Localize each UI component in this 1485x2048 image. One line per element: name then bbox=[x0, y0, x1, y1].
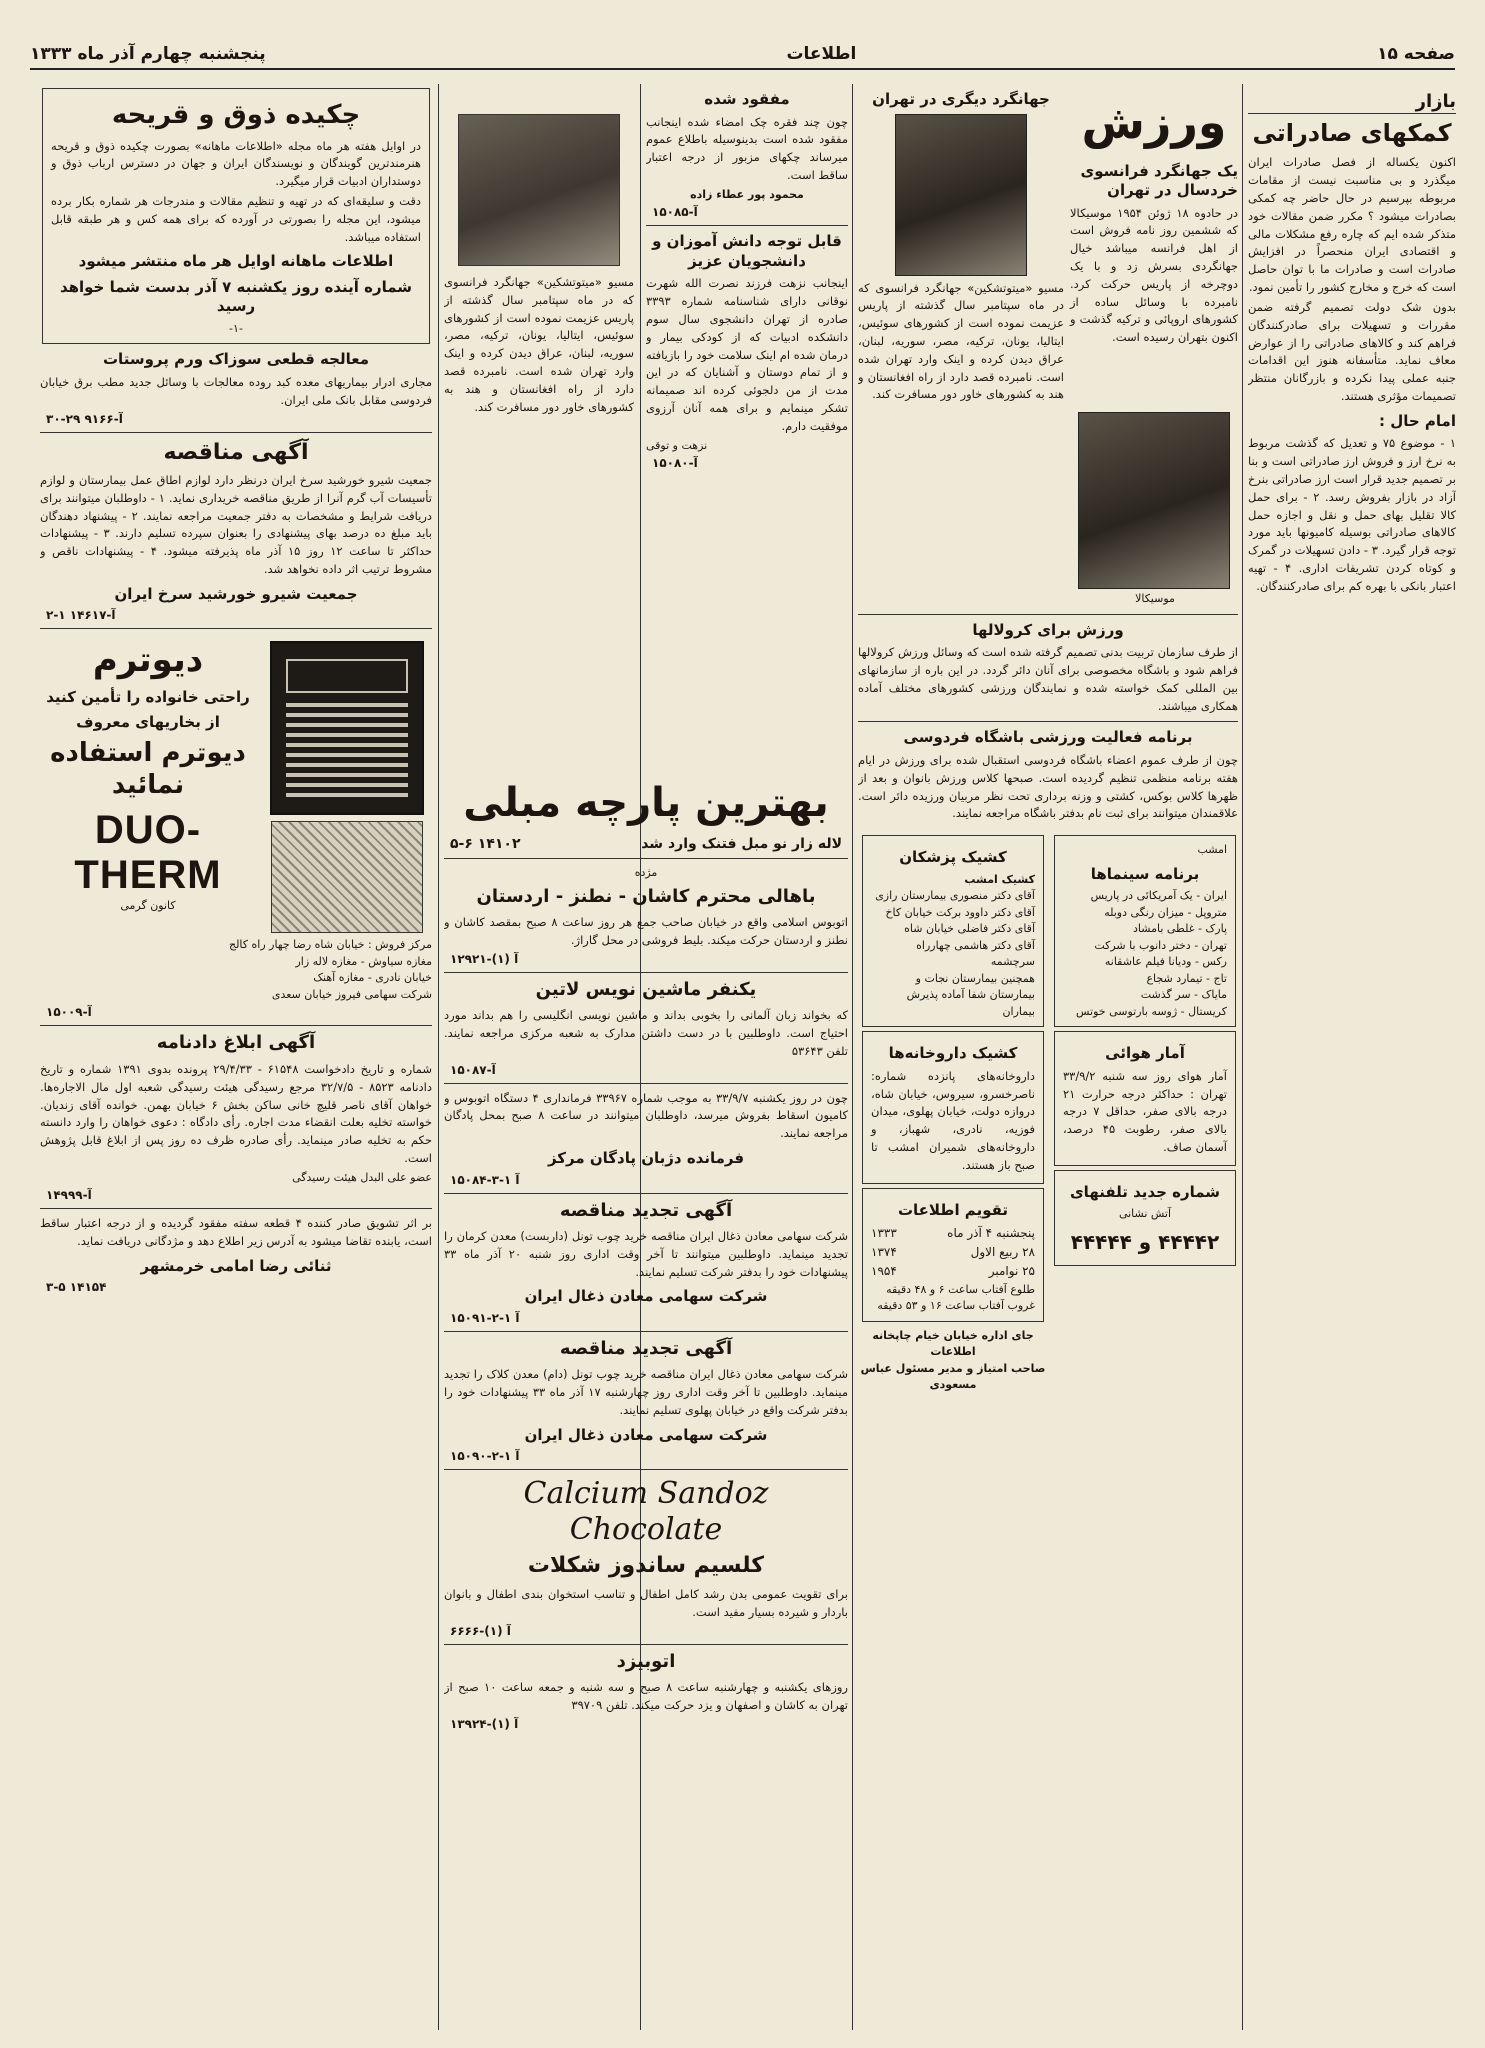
ad-ref: ۱۳۹۲۴-آ (۱) bbox=[450, 1716, 519, 1731]
pharmacy-body: داروخانه‌های پانزده شماره: ناصرخسرو، سیروس، خیابان شاه، دروازه دولت، خیابان پهلوی، میدان فوزیه، نادری، شهباز، و داروخانه‌های شمیران امشب تا صبح باز هستند. bbox=[871, 1068, 1035, 1172]
doctor-item: همچنین بیمارستان نجات و بیمارستان شفا آماده پذیرش بیماران bbox=[906, 971, 1035, 1018]
ad-ref: ۶۶۶۶-آ (۱) bbox=[450, 1623, 511, 1638]
sunrise: طلوع آفتاب ساعت ۶ و ۴۸ دقیقه bbox=[886, 1282, 1035, 1296]
loss-name: ثنائی رضا امامی خرمشهر bbox=[140, 1256, 332, 1275]
divider bbox=[444, 1083, 848, 1084]
ad-title: مفقود شده bbox=[704, 90, 790, 108]
weather-body: آمار هوای روز سه شنبه ۳۳/۹/۲ تهران : حداکثر درجه حرارت ۲۱ درجه بالای صفر، حداقل ۷ درجه بالای صفر، رطوبت ۴۵ درصد، آسمان صاف. bbox=[1063, 1068, 1228, 1154]
office-address: جای اداره خیابان خیام چاپخانه اطلاعات bbox=[872, 1328, 1034, 1359]
zoq-title: چکیده ذوق و قریحه bbox=[111, 100, 361, 130]
calcium-latin: Calcium Sandoz bbox=[523, 1476, 769, 1512]
mozhdeh-label: مژده bbox=[634, 866, 658, 879]
divider bbox=[646, 225, 848, 226]
ad-sign: نزهت و توقی bbox=[646, 438, 708, 452]
owner: صاحب امتیاز و مدیر مسئول عباس مسعودی bbox=[860, 1361, 1046, 1392]
mozhdeh-body: اتوبوس اسلامی واقع در خیابان صاحب جمع هر روز ساعت ۸ صبح بمقصد کاشان و نطنز و اردستان حرکت میکند. بلیط فروشی در محل گاراژ. bbox=[444, 915, 848, 947]
calcium-body: برای تقویت عمومی بدن رشد کامل اطفال و تناسب استخوان بندی اطفال و بانوان باردار و شیرده بسیار مفید است. bbox=[444, 1586, 848, 1619]
duotherm-address: مرکز فروش : خیابان شاه رضا چهار راه کالج bbox=[228, 938, 432, 952]
cinema-item: متروپل - میزان رنگی دوبله bbox=[1104, 905, 1227, 919]
ad-ref: ۳۰-۲۹ ۹۱۶۶-آ bbox=[46, 411, 123, 426]
coal2-title: آگهی تجدید مناقصه bbox=[559, 1337, 733, 1359]
calendar-row: ۲۵ نوامبر ۱۹۵۴ bbox=[871, 1264, 1035, 1279]
calendar-title: تقویم اطلاعات bbox=[897, 1200, 1009, 1219]
heater-illustration bbox=[270, 641, 424, 815]
cinema-item: مایاک - سر گذشت bbox=[1140, 988, 1227, 1002]
ad-title: قابل توجه دانش آموزان و دانشجویان عزیز bbox=[652, 232, 842, 270]
ad-ref: ۲-۱ ۱۴۶۱۷-آ bbox=[46, 608, 116, 623]
bus-body: روزهای یکشنبه و چهارشنبه ساعت ۸ صبح و سه شنبه و جمعه ساعت ۱۰ صبح از تهران به کاشان و اصفهان و یزد حرکت میکند. تلفن ۳۹۷۰۹ bbox=[444, 1680, 848, 1712]
article-body: چون از طرف عموم اعضاء باشگاه فردوسی استقبال شده برای ورزش در ایام هفته برنامه منظمی تنظیم گردیده است. صبحها کلاس ورزش بانوان و بعد از ظهرها کلاس بوکس، کشتی و وزنه برداری تحت نظر مربیان ورزیده دائر است. علاقمندان میتوانند برای ثبت نام بدفتر باشگاه مراجعه نمایند. bbox=[858, 752, 1238, 821]
article-body: در حادوه ۱۸ ژوئن ۱۹۵۴ موسیکالا که ششمین روز نامه فروش است از اهل فرانسه میباشد خیال جهانگردی بسرش زد و با یک دوچرخه از پاریس حرکت کرد. نامبرده با وسائل ساده از کشورهای اروپائی و ترکیه گذشت و اکنون بتهران رسیده است. bbox=[1070, 205, 1238, 345]
coal1-sign: شرکت سهامی معادن ذغال ایران bbox=[524, 1287, 768, 1306]
cinema-title: برنامه سینماها bbox=[1090, 864, 1200, 883]
silk-ad-footer: لاله زار نو مبل فتنک وارد شد ۱۴۱۰۲ ۵-۶ bbox=[450, 836, 842, 852]
divider bbox=[444, 858, 848, 859]
mozhdeh-title: باهالی محترم کاشان - نطنز - اردستان bbox=[476, 885, 816, 907]
qazvin-body: چون در روز یکشنبه ۳۳/۹/۷ به موجب شماره ۳۳۹۶۷ فرمانداری ۴ دستگاه اتوبوس و کامیون اسقاط بفروش میرسد، داوطلبان میتوانند در ساعت ۸ صبح بمحل پادگان مراجعه نمایند. bbox=[444, 1090, 848, 1141]
divider bbox=[444, 1331, 848, 1332]
article-body: از طرف سازمان تربیت بدنی تصمیم گرفته شده است که وسائل ورزش کرولالها فراهم شود و باشگاه مخصوصی برای آنان دائر گردد. در این باره از سازمانهای بین المللی کمک خواسته شده و نمایندگان ورزشی کشورهای مختلف آماده همکاری میباشند. bbox=[858, 645, 1238, 713]
bazaar-column bbox=[1248, 84, 1456, 2030]
family-illustration bbox=[271, 821, 423, 933]
duotherm-line: راحتی خانواده را تأمین کنید bbox=[46, 687, 250, 706]
portrait-photo bbox=[458, 114, 620, 266]
firephones-numbers: ۴۴۴۴۲ و ۴۴۴۴۴ bbox=[1070, 1229, 1220, 1254]
bus-title: اتوبیزد bbox=[616, 1650, 676, 1672]
cinema-item: تاج - تیمارد شجاع bbox=[1146, 971, 1227, 985]
ad-body: چون چند فقره چک امضاء شده اینجانب مفقود شده است بدینوسیله باطلاع عموم میرساند چکهای مزبور از درجه اعتبار ساقط است. bbox=[646, 114, 848, 182]
divider bbox=[444, 1193, 848, 1194]
column-rule bbox=[1242, 84, 1243, 2030]
calcium-title: کلسیم ساندوز شکلات bbox=[527, 1553, 765, 1579]
zoq-body: دقت و سلیقه‌ای که در تهیه و تنظیم مقالات و مندرجات هر شماره بکار برده میشود، این مجله را بصورتی در آورده که برای همه کس و هر طبقه قابل استفاده میباشد. bbox=[51, 193, 421, 244]
duotherm-address: مغازه سیاوش - مغازه لاله زار bbox=[295, 954, 432, 968]
portrait-photo bbox=[1078, 412, 1230, 589]
cinema-item: پارک - غلطی بامشاد bbox=[1133, 922, 1227, 936]
coal2-sign: شرکت سهامی معادن ذغال ایران bbox=[524, 1425, 768, 1444]
photo-title: جهانگرد دیگری در تهران bbox=[872, 90, 1050, 108]
photo-caption: موسیکالا bbox=[1135, 592, 1175, 606]
notice-sign: عضو علی البدل هیئت رسیدگی bbox=[292, 1170, 432, 1184]
loss-body: بر اثر تشویق صادر کننده ۴ قطعه سفته مفقود گردیده و از درجه اعتبار ساقط است، یابنده تقاضا میشود به آدرس زیر اطلاع دهد و مژدگانی دریافت نماید. bbox=[40, 1216, 432, 1249]
divider bbox=[444, 1644, 848, 1645]
coal2-body: شرکت سهامی معادن ذغال ایران مناقصه خرید چوب تونل (دام) معدن کلاک را تجدید مینماید. داوطلبین تا آخر وقت اداری روز چهارشنبه ۱۷ آذر ماه ۳۳ پیشنهادات خود را بدفتر شرکت واقع در خیابان پهلوی تسلیم نمایند. bbox=[444, 1367, 848, 1418]
duotherm-line: از بخاریهای معروف bbox=[76, 713, 220, 732]
notice-title: آگهی ابلاغ دادنامه bbox=[156, 1032, 316, 1054]
duotherm-address: شرکت سهامی فیروز خیابان سعدی bbox=[271, 987, 432, 1001]
cinema-item: تهران - دختر دانوب با شرکت bbox=[1094, 938, 1227, 952]
weather-title: آمار هوائی bbox=[1105, 1044, 1185, 1063]
ad-ref: ۱۵۰۸۷-آ bbox=[450, 1062, 496, 1077]
divider bbox=[858, 614, 1238, 615]
zoq-bold: شماره آینده روز یکشنبه ۷ آذر بدست شما خواهد رسید bbox=[59, 277, 413, 316]
divider bbox=[444, 972, 848, 973]
divider bbox=[40, 1208, 432, 1209]
doctor-item: آقای دکتر هاشمی چهارراه سرچشمه bbox=[916, 938, 1035, 969]
divider bbox=[40, 432, 432, 433]
divider bbox=[40, 1025, 432, 1026]
sport-logo: ورزش bbox=[1081, 95, 1227, 149]
article-body: مسیو «میتوتشکین» جهانگرد فرانسوی که در ماه سپتامبر سال گذشته از پاریس عزیمت نموده است از کشورهای سوئیس، ایتالیا، یونان، ترکیه، مصر، سوریه، لبنان، عراق دیدن کرده و اینک وارد تهران شده است. نامبرده قصد دارد از راه افغانستان و هند به کشورهای خاور دور مسافرت کند. bbox=[858, 280, 1064, 402]
page-header bbox=[30, 40, 1455, 70]
left-column bbox=[40, 84, 432, 2030]
firephones-title: شماره جدید تلفنهای bbox=[1069, 1182, 1221, 1201]
notice-body: شماره و تاریخ دادخواست ۶۱۵۴۸ - ۲۹/۴/۳۳ پرونده بدوی ۱۳۹۱ شماره و تاریخ دادنامه ۸۵۲۳ - ۳۲/۷/۵ مرجع رسیدگی هیئت رسیدگی شعبه اول مال الاجاره‌ها. خواهان آقای ناصر قلیچ خانی ساکن بخش ۶ خیابان بهمن. خوانده آقای زندیان. خواسته تخلیه بعلت انقضاء مدت اجاره. رأی دادگاه : دعوی خواهان را وارد دانسته حکم به تخلیه صادر مینماید. رأی صادره ظرف ده روز پس از ابلاغ قابل پژوهش است. bbox=[40, 1061, 432, 1165]
article-body: اکنون یکساله از فصل صادرات ایران میگذرد و بی مناسبت نیست از مقامات مربوطه بپرسیم در حال حاضر چه کمکی بصادرات میشود ؟ مکرر ضمن مقالات خود متذکر شده ایم که چاره رفع مشکلات مالی و اقتصادی ایران منحصراً در افزایش صادرات است و صادرات ما با توان حاصل است که خرج و مخارج کشور را تأمین نمود. bbox=[1248, 155, 1456, 295]
doctor-item: آقای دکتر داوود برکت خیابان کاخ bbox=[885, 905, 1035, 919]
pharmacy-title: کشیک داروخانه‌ها bbox=[888, 1044, 1018, 1063]
article-title: ورزش برای کرولالها bbox=[972, 620, 1124, 639]
sport-column bbox=[858, 84, 1238, 2030]
article-title: برنامه فعالیت ورزشی باشگاه فردوسی bbox=[903, 728, 1193, 747]
sunset: غروب آفتاب ساعت ۱۶ و ۵۳ دقیقه bbox=[877, 1299, 1035, 1313]
ad-ref: ۱۴۹۹۹-آ bbox=[46, 1188, 92, 1203]
zoq-num: -۱- bbox=[229, 321, 243, 335]
column-rule bbox=[438, 84, 439, 2030]
zoq-bold: اطلاعات ماهانه اوایل هر ماه منتشر میشود bbox=[78, 252, 394, 271]
page-number: صفحه ۱۵ bbox=[1377, 44, 1455, 64]
silk-ad-title: بهترین پارچه مبلی bbox=[463, 780, 829, 826]
ad-ref: ۱۵۰۰۹-آ bbox=[46, 1005, 92, 1020]
divider bbox=[858, 721, 1238, 722]
section-label: بازار bbox=[1248, 90, 1456, 114]
calendar-row: پنجشنبه ۴ آذر ماه ۱۳۳۳ bbox=[871, 1226, 1035, 1241]
article-title: کمکهای صادراتی bbox=[1252, 119, 1452, 148]
duotherm-title: دیوترم bbox=[92, 640, 204, 681]
coal1-title: آگهی تجدید مناقصه bbox=[559, 1199, 733, 1221]
typist-title: یکنفر ماشین نویس لاتین bbox=[535, 978, 757, 1000]
qazvin-sign: فرمانده دژبان پادگان مرکز bbox=[547, 1149, 745, 1167]
duotherm-logo: DUO-THERM bbox=[74, 807, 222, 897]
cinema-item: ایران - یک آمریکائی در پاریس bbox=[1090, 889, 1227, 903]
duotherm-brand: کانون گرمی bbox=[120, 898, 176, 912]
divider bbox=[444, 1469, 848, 1470]
issue-date: پنجشنبه چهارم آذر ماه ۱۳۳۳ bbox=[30, 44, 266, 64]
article-body: ۱ - موضوع ۷۵ و تعدیل که گذشت مربوط به نرخ ارز و فروش ارز صادراتی است و بنا بر تصمیم جدید قرار است ارز صادراتی بنرخ آزاد در بازار بفروش رسد. ۲ - برای حمل کالا تقلیل بهای حمل و نقل و اجازه حمل کالاهای صادراتی بوسیله کامیونها باید مورد توجه قرار گیرد. ۳ - دادن تسهیلات در گمرک و کوتاه کردن تشریفات اداری. ۴ - تهیه اعتبار بانکی با بهره کم برای صادرکنندگان. bbox=[1248, 436, 1456, 593]
portrait-photo bbox=[895, 114, 1027, 276]
doctors-title: کشیک پزشکان bbox=[899, 848, 1007, 867]
ad-body: اینجانب نزهت فرزند نصرت الله شهرت نوقانی دارای شناسنامه شماره ۳۳۹۳ صادره از تهران دانشجوی سال سوم دانشکده ادبیات که از کودکی بیمار و درمان شده ام اینک سلامت خود را بازیافته و از تمام دوستان و آشنایان که در این مدت از من دلجوئی کرده اند صمیمانه تشکر مینمایم و برای همه آنان آرزوی موفقیت دارم. bbox=[646, 276, 848, 433]
ad-ref: ۱۵۰۹۱-آ ۱-۲ bbox=[450, 1310, 520, 1325]
calendar-row: ۲۸ ربیع الاول ۱۳۷۴ bbox=[871, 1245, 1035, 1260]
article-subhead: امام حال : bbox=[1379, 411, 1456, 430]
doctor-item: آقای دکتر فاضلی خیابان شاه bbox=[904, 922, 1035, 936]
treatment-title: معالجه قطعی سوزاک ورم پروستات bbox=[102, 350, 369, 369]
upper-left-middle bbox=[444, 84, 634, 744]
duotherm-address: خیابان نادری - مغازه آهنک bbox=[313, 971, 432, 985]
duotherm-line: دیوترم استفاده نمائید bbox=[50, 737, 246, 801]
typist-body: که بخواند زبان آلمانی را بخوبی بداند و ماشین نویسی انگلیسی را هم بداند مورد احتیاج است. داوطلبین با در دست داشتن مدارک به شعبه مرکزی مراجعه نمایند. تلفن ۵۳۶۴۳ bbox=[444, 1008, 848, 1058]
ad-ref: ۱۵۰۸۰-آ bbox=[652, 456, 698, 471]
cinema-item: کریستال - ژوسه بارتوسی خوتس bbox=[1076, 1004, 1227, 1018]
column-rule bbox=[852, 84, 853, 2030]
article-body: مسیو «میتوتشکین» جهانگرد فرانسوی که در ماه سپتامبر سال گذشته از پاریس عزیمت نموده است از کشورهای سوئیس، ایتالیا، یونان، ترکیه، مصر، سوریه، لبنان، عراق دیدن کرده و اینک وارد تهران شده است. نامبرده قصد دارد از راه افغانستان و هند به کشورهای خاور دور مسافرت کند. bbox=[444, 275, 634, 414]
firephones-subtitle: آتش نشانی bbox=[1118, 1207, 1172, 1221]
ad-ref: ۱۲۹۲۱-آ (۱) bbox=[450, 951, 519, 966]
coal1-body: شرکت سهامی معادن ذغال ایران مناقصه خرید چوب تونل (داربست) معدن کرمان را تجدید مینماید. داوطلبین میتوانند تا آخر وقت اداری روز شنبه ۲۰ آذر ماه ۳۳ پیشنهادات خود را بدفتر شرکت تسلیم نمایند. bbox=[444, 1229, 848, 1279]
doctor-item: آقای دکتر منصوری بیمارستان رازی bbox=[875, 889, 1035, 903]
tender-title: آگهی مناقصه bbox=[163, 439, 309, 465]
cinema-item: رکس - ودیانا فیلم عاشقانه bbox=[1104, 955, 1227, 969]
treatment-body: مجاری ادرار بیماریهای معده کبد روده معالجات با وسائل جدید مطب برق خیابان فردوسی مقابل بانک ملی ایران. bbox=[40, 374, 432, 407]
calcium-latin: Chocolate bbox=[569, 1512, 723, 1548]
sport-headline: یک جهانگرد فرانسوی خردسال در تهران bbox=[1080, 161, 1238, 199]
divider bbox=[40, 628, 432, 629]
wide-ads bbox=[444, 760, 848, 2030]
ad-ref: ۳-۵ ۱۴۱۵۴ bbox=[46, 1280, 107, 1295]
zoq-body: در اوایل هفته هر ماه مجله «اطلاعات ماهانه» بصورت چکیده ذوق و قریحه هنرمندترین گویندگان و نویسندگان ایران و جهان در دسترس ارباب ذوق و دوستداران ادبیات قرار میگیرد. bbox=[51, 138, 421, 189]
paper-name: اطلاعات bbox=[786, 44, 857, 64]
cinema-label: امشب bbox=[1197, 843, 1227, 857]
tender-sign: جمعیت شیرو خورشید سرخ ایران bbox=[114, 584, 358, 603]
duotherm-ad bbox=[40, 635, 432, 937]
ad-ref: ۱۵۰۸۵-آ bbox=[652, 205, 698, 220]
doctors-label: کشیک امشب bbox=[964, 872, 1035, 886]
ad-ref: ۱۵۰۸۴-آ ۱-۳ bbox=[450, 1172, 520, 1187]
article-body: بدون شک دولت تصمیم گرفته ضمن مقررات و تسهیلات برای صادرکنندگان فراهم کند و کالاهای صادراتی را از عوارض معاف نماید. متأسفانه هنوز این اقدامات جنبه عملی پیدا نکرده و بازرگانان منتظر تصمیمات مؤثری هستند. bbox=[1248, 299, 1456, 403]
ad-sign: محمود پور عطاء زاده bbox=[690, 187, 804, 201]
ad-ref: ۱۵۰۹۰-آ ۱-۲ bbox=[450, 1449, 520, 1464]
tender-body: جمعیت شیرو خورشید سرخ ایران درنظر دارد لوازم اطاق عمل بیمارستان و لوازم تأسیسات آب گرم آنرا از طریق مناقصه خریداری نماید. ۱ - داوطلبان میتوانند برای دریافت شرایط و مشخصات به دفتر جمعیت مراجعه نمایند. ۲ - پیشنهاد دهندگان باید مبلغ ده درصد بهای پیشنهادی را بعنوان سپرده تسلیم دارند. ۳ - پیشنهادات حداکثر تا ساعت ۱۲ روز ۱۵ آذر ماه پذیرفته میشود. ۴ - پیشنهادات ناقص و مشروط ترتیب اثر داده نخواهد شد. bbox=[40, 473, 432, 577]
